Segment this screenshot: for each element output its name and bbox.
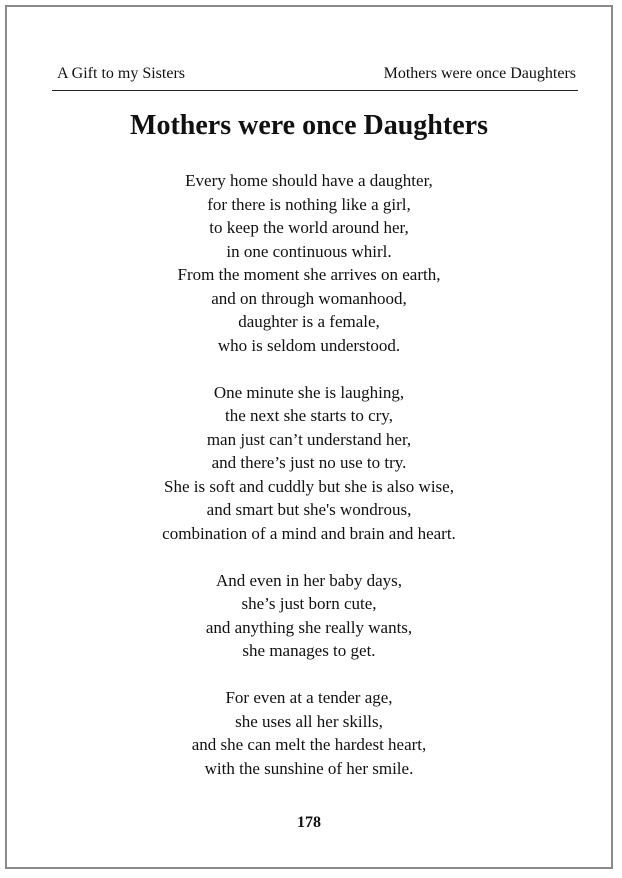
page-number: 178 <box>297 814 321 831</box>
poem-line: in one continuous whirl. <box>226 241 392 261</box>
poem-line: man just can’t understand her, <box>206 429 412 449</box>
poem-line: One minute she is laughing, <box>213 382 405 402</box>
poem-line: to keep the world around her, <box>209 218 409 237</box>
poem-line: From the moment she arrives on earth, <box>177 265 441 284</box>
poem-line: the next she starts to cry, <box>225 406 393 425</box>
poem-line: she’s just born cute, <box>241 594 377 613</box>
poem-body <box>7 169 611 804</box>
poem-line: For even at a tender age, <box>225 688 393 707</box>
header-book-title: A Gift to my Sisters <box>57 65 186 82</box>
poem-line: and smart but she's wondrous, <box>206 500 412 519</box>
poem-line: for there is nothing like a girl, <box>207 194 411 214</box>
stanza-1 <box>7 169 611 357</box>
header-chapter-title: Mothers were once Daughters <box>383 65 576 82</box>
poem-line: and on through womanhood, <box>211 288 407 308</box>
poem-line: and anything she really wants, <box>205 617 413 637</box>
poem-line: and there’s just no use to try. <box>211 453 407 472</box>
poem-line: with the sunshine of her smile. <box>204 758 414 778</box>
poem-line: who is seldom understood. <box>217 335 401 355</box>
poem-line: And even in her baby days, <box>215 570 402 590</box>
poem-line: combination of a mind and brain and heart. <box>162 523 456 543</box>
poem-line: She is soft and cuddly but she is also wise, <box>164 476 454 496</box>
poem-line: and she can melt the hardest heart, <box>191 735 427 754</box>
poem-line: she manages to get. <box>242 641 376 660</box>
running-header <box>52 62 578 91</box>
poem-title: Mothers were once Daughters <box>130 110 488 141</box>
poem-line: she uses all her skills, <box>235 711 383 731</box>
book-page <box>5 5 613 869</box>
stanza-2 <box>7 381 611 546</box>
stanza-3 <box>7 569 611 663</box>
poem-line: daughter is a female, <box>238 312 380 331</box>
poem-line: Every home should have a daughter, <box>185 171 433 190</box>
stanza-4 <box>7 686 611 780</box>
